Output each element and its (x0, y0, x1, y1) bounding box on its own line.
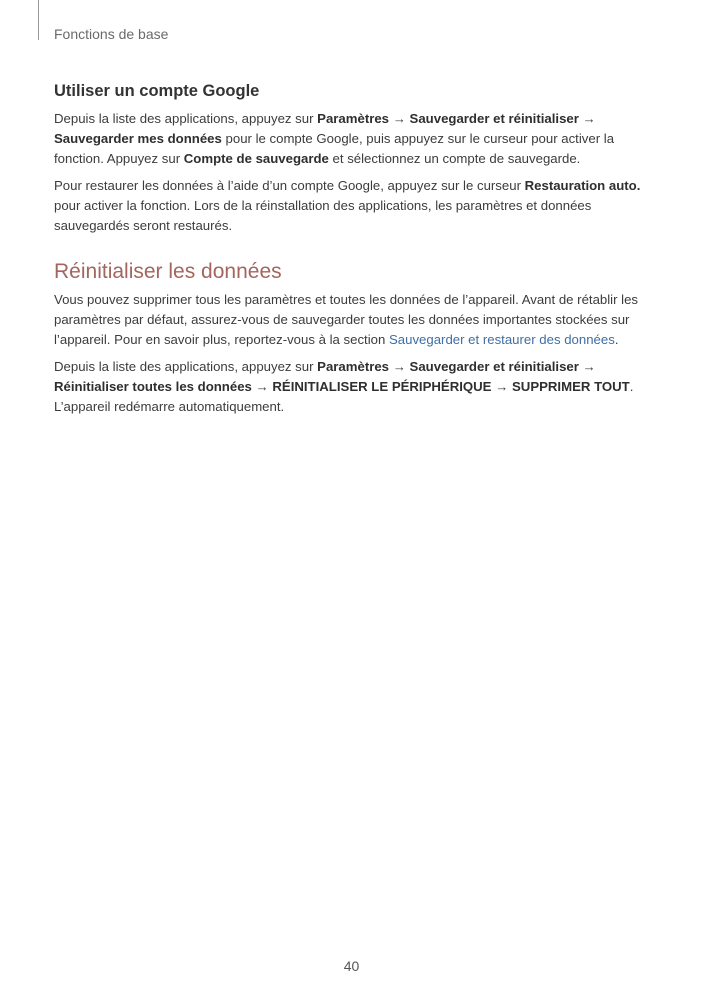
menu-supprimer-tout: SUPPRIMER TOUT (512, 379, 630, 394)
reset-intro-paragraph: Vous pouvez supprimer tous les paramètres et toutes les données de l’appareil. Avant de rétablir les paramètres par défaut, assurez-vous de sauvegarder toutes les données importantes stockées sur l’appareil. Pour en savoir plus, reportez-vous à la section Sauvegarder et restaurer des données. (54, 292, 639, 347)
menu-sauvegarder-mes-donnees: Sauvegarder mes données (54, 131, 222, 146)
menu-parametres: Paramètres (317, 111, 390, 126)
menu-reinitialiser-peripherique: RÉINITIALISER LE PÉRIPHÉRIQUE (272, 379, 492, 394)
header-divider (38, 0, 39, 40)
backup-restore-link[interactable]: Sauvegarder et restaurer des données (389, 332, 615, 347)
menu-reinitialiser-toutes-donnees: Réinitialiser toutes les données (54, 379, 252, 394)
page-number: 40 (343, 958, 360, 974)
google-backup-instructions: Depuis la liste des applications, appuyez sur Paramètres → Sauvegarder et réinitialiser → Sauvegarder mes données pour le compte Google, puis appuyez sur le curseur pour activer la fonction. Appuyez sur Compte de sauvegarde et sélectionnez un compte de sauvegarde. (54, 111, 615, 166)
reset-instructions: Depuis la liste des applications, appuyez sur Paramètres → Sauvegarder et réinitialiser → Réinitialiser toutes les données → RÉINITIALISER LE PÉRIPHÉRIQUE → SUPPRIMER TOUT. L’appareil redémarre automatiquement. (54, 359, 634, 414)
reset-data-heading: Réinitialiser les données (54, 260, 282, 283)
menu-parametres: Paramètres (317, 359, 390, 374)
menu-compte-sauvegarde: Compte de sauvegarde (183, 151, 329, 166)
menu-sauvegarder-reinitialiser: Sauvegarder et réinitialiser (409, 359, 579, 374)
menu-sauvegarder-reinitialiser: Sauvegarder et réinitialiser (409, 111, 579, 126)
google-restore-instructions: Pour restaurer les données à l’aide d’un compte Google, appuyez sur le curseur Restauration auto. pour activer la fonction. Lors de la réinstallation des applications, les paramètres et données sauvegardés seront restaurés. (54, 178, 641, 233)
google-account-heading: Utiliser un compte Google (54, 82, 260, 100)
running-header: Fonctions de base (54, 26, 169, 42)
page-content (54, 82, 649, 424)
menu-restauration-auto: Restauration auto. (524, 178, 641, 193)
